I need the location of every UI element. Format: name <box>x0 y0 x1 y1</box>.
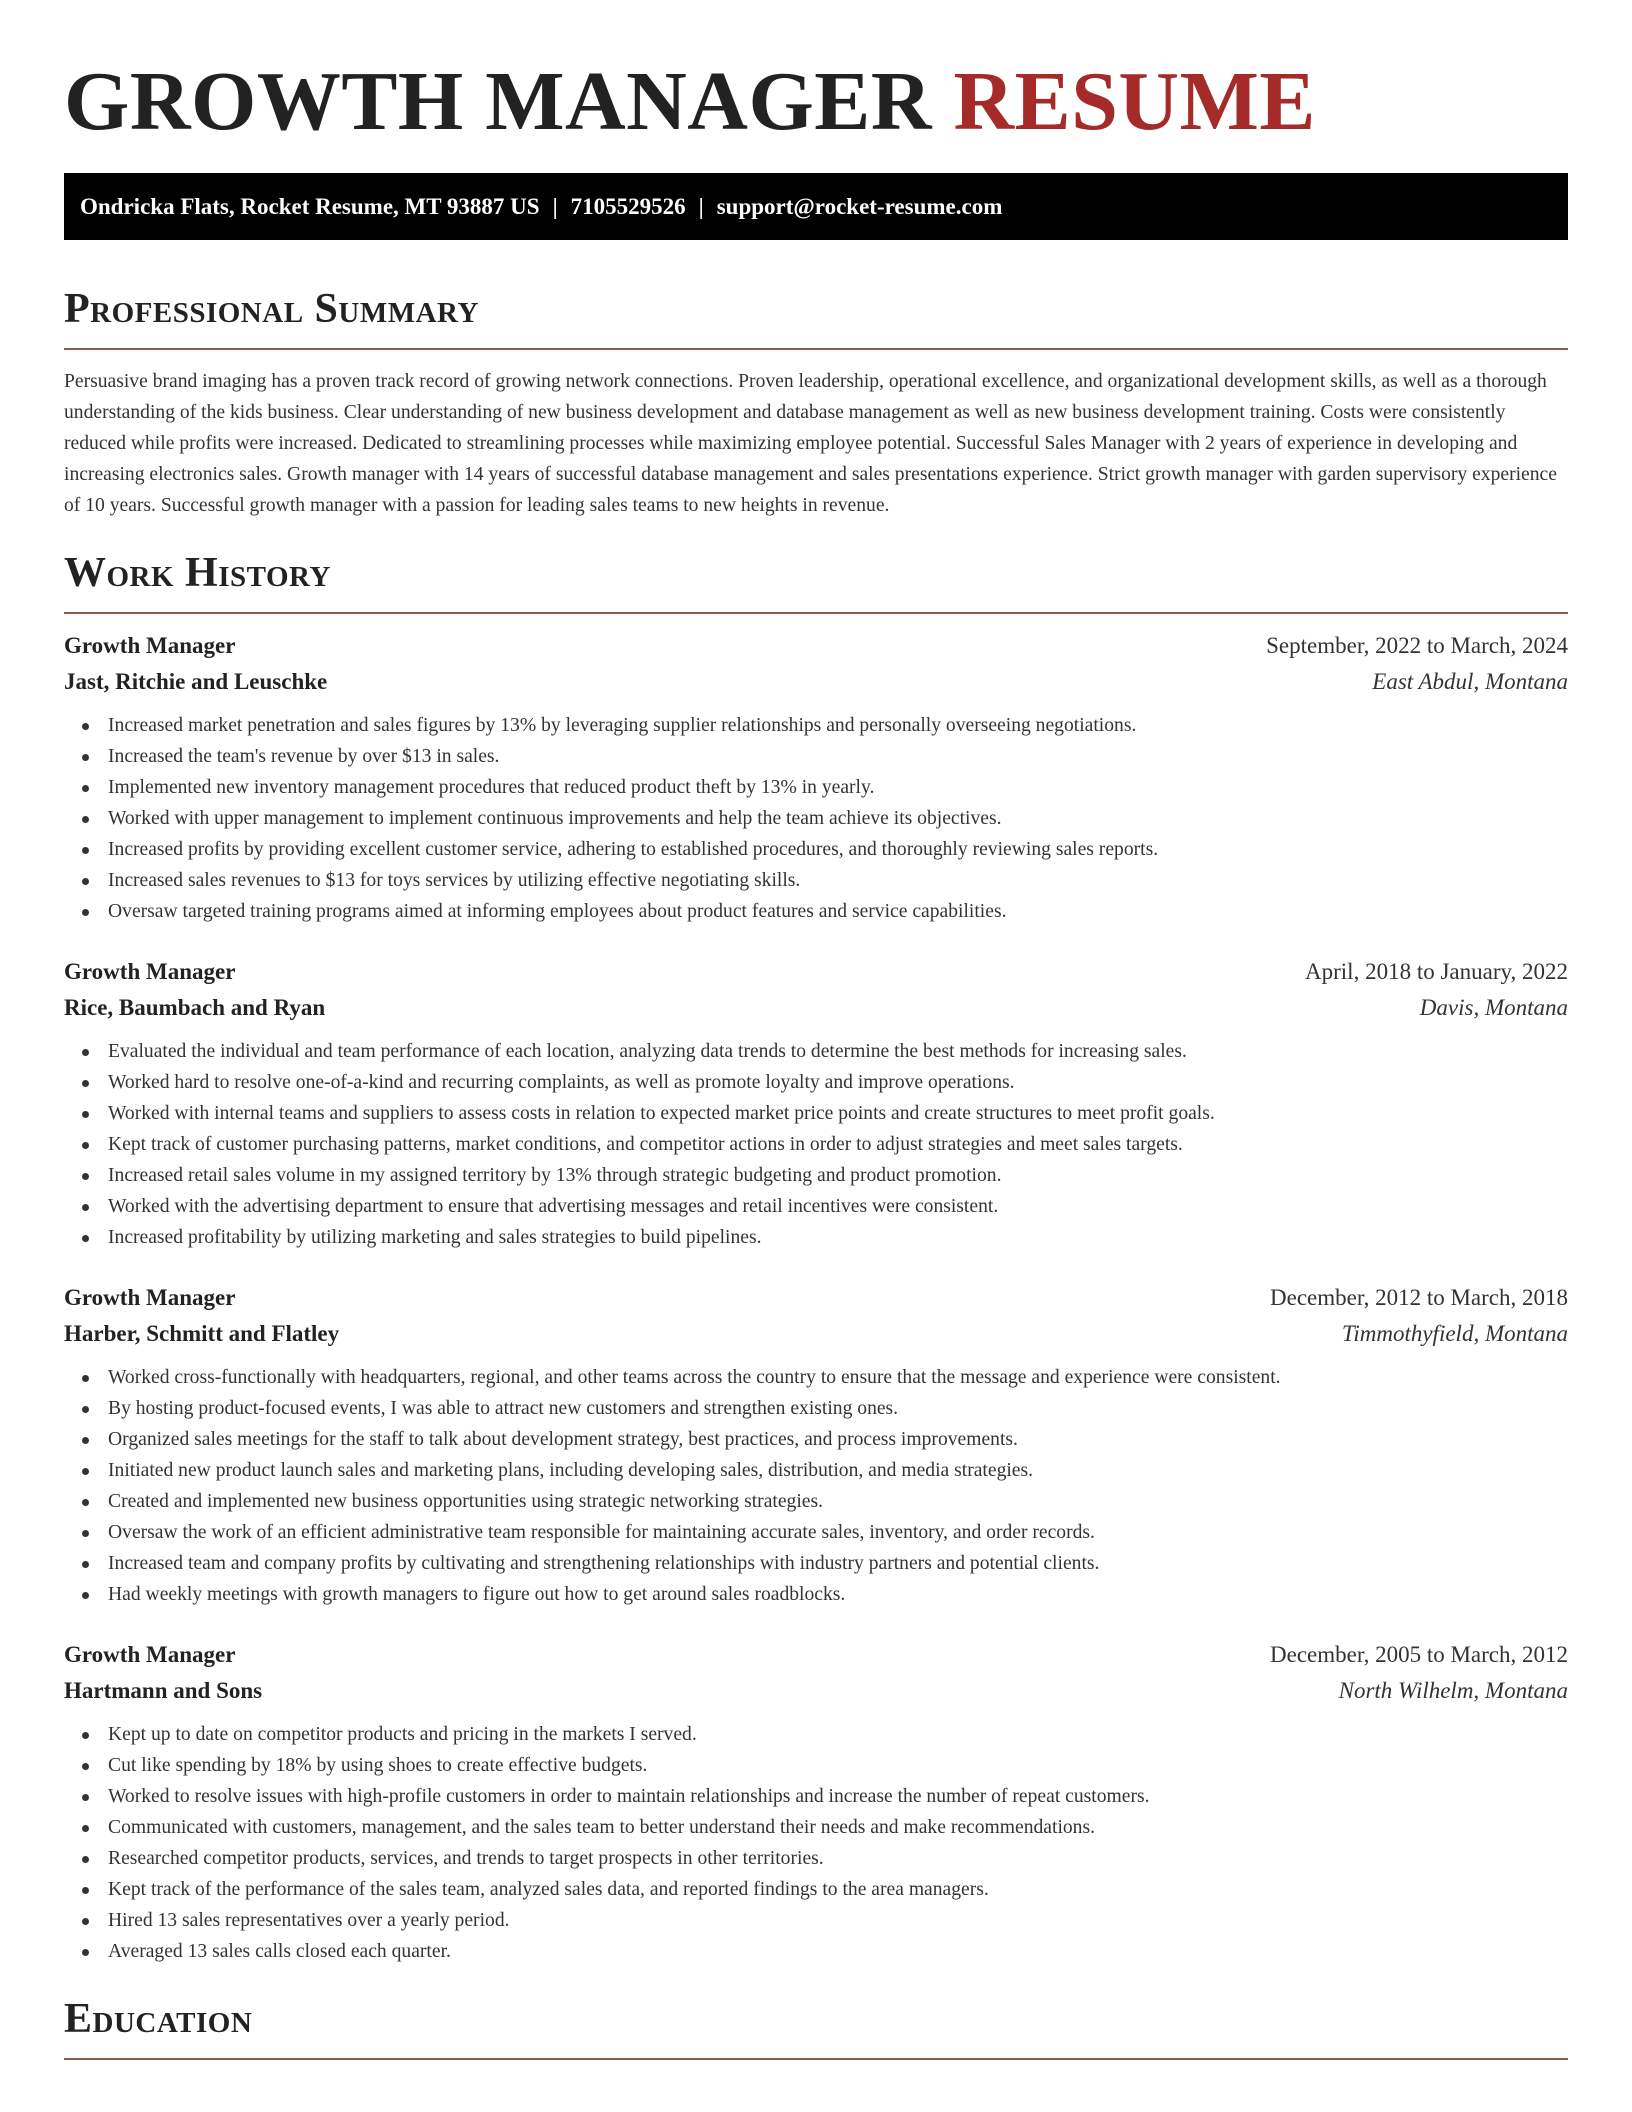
job-company-row <box>64 1316 1568 1352</box>
job-bullet: Researched competitor products, services, and trends to target prospects in other territories. <box>108 1843 1568 1874</box>
job-entry <box>64 1280 1568 1610</box>
job-bullet: By hosting product-focused events, I was able to attract new customers and strengthen existing ones. <box>108 1393 1568 1424</box>
contact-address: Ondricka Flats, Rocket Resume, MT 93887 US <box>80 193 540 219</box>
job-company: Hartmann and Sons <box>64 1678 263 1703</box>
work-history-section <box>64 547 1568 1967</box>
resume-page <box>64 0 1568 2060</box>
job-bullet: Worked cross-functionally with headquarters, regional, and other teams across the country to ensure that the message and experience were consistent. <box>108 1362 1568 1393</box>
job-header-row <box>64 628 1568 664</box>
contact-phone: 7105529526 <box>570 193 686 219</box>
work-history-heading: Work History <box>64 550 331 596</box>
job-bullet: Oversaw targeted training programs aimed at informing employees about product features and service capabilities. <box>108 896 1568 927</box>
job-bullet-list <box>64 1036 1568 1253</box>
job-company: Rice, Baumbach and Ryan <box>64 995 326 1020</box>
section-divider <box>64 612 1568 614</box>
job-header-row <box>64 1637 1568 1673</box>
job-dates: April, 2018 to January, 2022 <box>1305 959 1568 984</box>
job-bullet: Created and implemented new business opportunities using strategic networking strategies. <box>108 1486 1568 1517</box>
title-main: GROWTH MANAGER <box>64 55 932 148</box>
job-entry <box>64 1637 1568 1967</box>
job-location: Timmothyfield, Montana <box>1341 1321 1568 1346</box>
job-bullet: Evaluated the individual and team performance of each location, analyzing data trends to determine the best methods for increasing sales. <box>108 1036 1568 1067</box>
contact-bar <box>64 173 1568 240</box>
job-bullet: Initiated new product launch sales and marketing plans, including developing sales, distribution, and media strategies. <box>108 1455 1568 1486</box>
job-entry <box>64 954 1568 1253</box>
job-bullet: Worked hard to resolve one-of-a-kind and recurring complaints, as well as promote loyalty and improve operations. <box>108 1067 1568 1098</box>
job-bullet: Worked with internal teams and suppliers to assess costs in relation to expected market price points and create structures to meet profit goals. <box>108 1098 1568 1129</box>
job-location: North Wilhelm, Montana <box>1338 1678 1568 1703</box>
job-dates: September, 2022 to March, 2024 <box>1266 633 1568 658</box>
job-bullet: Communicated with customers, management, and the sales team to better understand their needs and make recommendations. <box>108 1812 1568 1843</box>
job-bullet-list <box>64 1362 1568 1610</box>
job-bullet: Averaged 13 sales calls closed each quarter. <box>108 1936 1568 1967</box>
job-bullet: Implemented new inventory management procedures that reduced product theft by 13% in yearly. <box>108 772 1568 803</box>
job-bullet: Increased retail sales volume in my assigned territory by 13% through strategic budgeting and product promotion. <box>108 1160 1568 1191</box>
job-bullet: Hired 13 sales representatives over a yearly period. <box>108 1905 1568 1936</box>
job-location: East Abdul, Montana <box>1372 669 1568 694</box>
job-location: Davis, Montana <box>1419 995 1568 1020</box>
job-bullet: Increased sales revenues to $13 for toys services by utilizing effective negotiating skills. <box>108 865 1568 896</box>
job-bullet: Had weekly meetings with growth managers to figure out how to get around sales roadblocks. <box>108 1579 1568 1610</box>
job-bullet-list <box>64 710 1568 927</box>
job-entry <box>64 628 1568 927</box>
job-company: Harber, Schmitt and Flatley <box>64 1321 340 1346</box>
summary-heading: Professional Summary <box>64 286 479 332</box>
contact-email: support@rocket-resume.com <box>716 193 1003 219</box>
job-bullet-list <box>64 1719 1568 1967</box>
job-bullet: Increased profitability by utilizing marketing and sales strategies to build pipelines. <box>108 1222 1568 1253</box>
summary-section <box>64 283 1568 521</box>
job-title: Growth Manager <box>64 1642 236 1667</box>
job-bullet: Increased profits by providing excellent customer service, adhering to established procedures, and thoroughly reviewing sales reports. <box>108 834 1568 865</box>
job-bullet: Cut like spending by 18% by using shoes to create effective budgets. <box>108 1750 1568 1781</box>
section-divider <box>64 2058 1568 2060</box>
job-company-row <box>64 664 1568 700</box>
job-bullet: Increased market penetration and sales figures by 13% by leveraging supplier relationships and personally overseeing negotiations. <box>108 710 1568 741</box>
job-company-row <box>64 1673 1568 1709</box>
job-bullet: Increased the team's revenue by over $13 in sales. <box>108 741 1568 772</box>
job-bullet: Oversaw the work of an efficient administrative team responsible for maintaining accurate sales, inventory, and order records. <box>108 1517 1568 1548</box>
contact-separator: | <box>698 193 704 219</box>
job-bullet: Kept up to date on competitor products and pricing in the markets I served. <box>108 1719 1568 1750</box>
job-title: Growth Manager <box>64 1285 236 1310</box>
summary-text: Persuasive brand imaging has a proven track record of growing network connections. Proven leadership, operational excellence, and organizational development skills, as well as a thorough understanding of the kids business. Clear understanding of new business development and database management as well as new business development training. Costs were consistently reduced while profits were increased. Dedicated to streamlining processes while maximizing employee potential. Successful Sales Manager with 2 years of experience in developing and increasing electronics sales. Growth manager with 14 years of successful database management and sales presentations experience. Strict growth manager with garden supervisory experience of 10 years. Successful growth manager with a passion for leading sales teams to new heights in revenue. <box>64 371 1557 516</box>
job-header-row <box>64 1280 1568 1316</box>
job-bullet: Kept track of customer purchasing patterns, market conditions, and competitor actions in order to adjust strategies and meet sales targets. <box>108 1129 1568 1160</box>
job-header-row <box>64 954 1568 990</box>
page-title <box>64 0 1568 148</box>
job-bullet: Worked with the advertising department to ensure that advertising messages and retail incentives were consistent. <box>108 1191 1568 1222</box>
job-bullet: Worked with upper management to implement continuous improvements and help the team achieve its objectives. <box>108 803 1568 834</box>
education-section <box>64 1993 1568 2060</box>
job-company: Jast, Ritchie and Leuschke <box>64 669 328 694</box>
contact-separator: | <box>552 193 558 219</box>
job-title: Growth Manager <box>64 959 236 984</box>
job-bullet: Worked to resolve issues with high-profile customers in order to maintain relationships and increase the number of repeat customers. <box>108 1781 1568 1812</box>
job-dates: December, 2012 to March, 2018 <box>1270 1285 1568 1310</box>
job-company-row <box>64 990 1568 1026</box>
job-bullet: Organized sales meetings for the staff to talk about development strategy, best practices, and process improvements. <box>108 1424 1568 1455</box>
section-divider <box>64 348 1568 350</box>
title-accent: RESUME <box>953 55 1316 148</box>
job-bullet: Kept track of the performance of the sales team, analyzed sales data, and reported findings to the area managers. <box>108 1874 1568 1905</box>
job-bullet: Increased team and company profits by cultivating and strengthening relationships with industry partners and potential clients. <box>108 1548 1568 1579</box>
job-dates: December, 2005 to March, 2012 <box>1270 1642 1568 1667</box>
job-title: Growth Manager <box>64 633 236 658</box>
education-heading: Education <box>64 1996 253 2042</box>
